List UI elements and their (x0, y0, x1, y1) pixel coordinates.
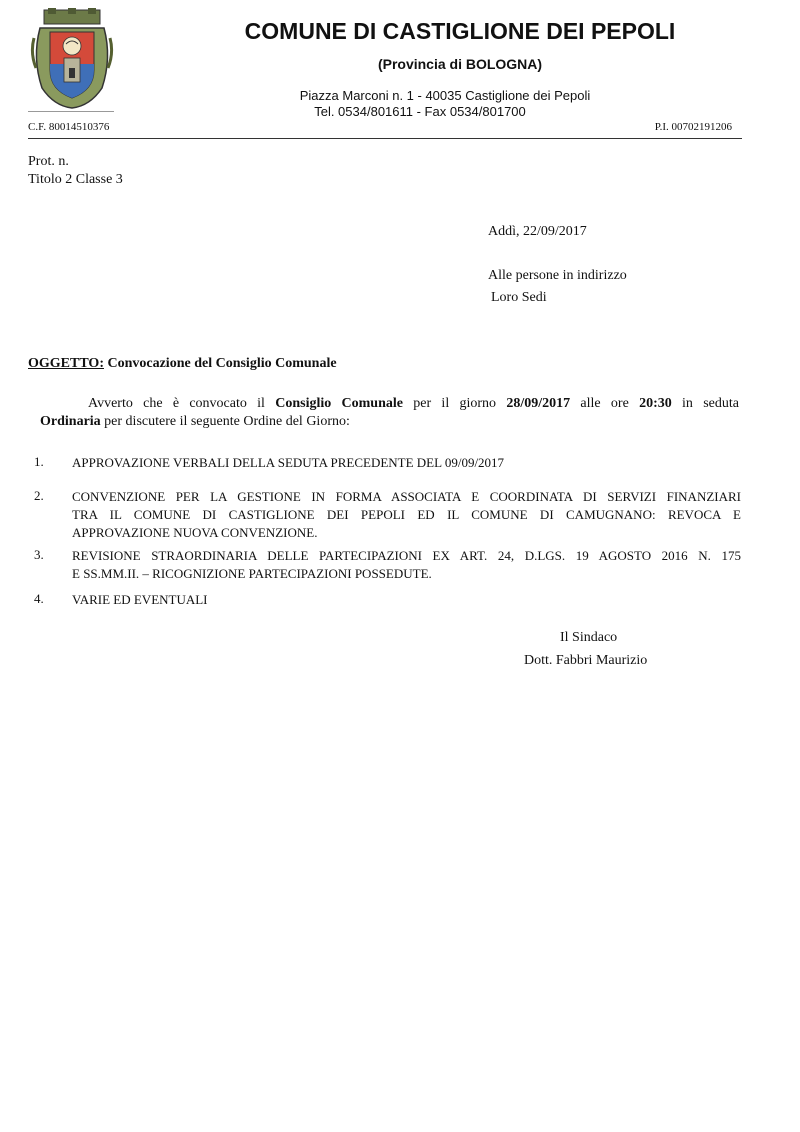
intro-text-5: per discutere il seguente Ordine del Giorno: (100, 414, 350, 429)
intro-text-1: Avverto che è convocato il (88, 396, 276, 411)
classification: Titolo 2 Classe 3 (28, 172, 123, 187)
protocol-number: Prot. n. (28, 154, 69, 169)
agenda-item-3-line-1: REVISIONE STRAORDINARIA DELLE PARTECIPAZIONI EX ART. 24, D.LGS. 19 AGOSTO 2016 N. 175 (72, 548, 741, 563)
intro-text-4: in seduta (671, 396, 739, 411)
agenda-item-2-line-2: TRA IL COMUNE DI CASTIGLIONE DEI PEPOLI ED IL COMUNE DI CAMUGNANO: REVOCA E (72, 507, 741, 522)
header-divider (28, 138, 742, 139)
agenda-item-4-text (72, 591, 741, 609)
intro-session-type: Ordinaria (40, 414, 101, 429)
agenda-item-2-text (72, 488, 741, 542)
agenda-item-3-line-2: E SS.MM.II. – RICOGNIZIONE PARTECIPAZIONI POSSEDUTE. (72, 566, 432, 581)
contacts-line: Tel. 0534/801611 - Fax 0534/801700 (314, 104, 526, 119)
intro-line-1 (28, 394, 739, 414)
signature-name: Dott. Fabbri Maurizio (524, 653, 648, 668)
municipality-title: COMUNE DI CASTIGLIONE DEI PEPOLI (244, 18, 676, 44)
recipient-line-2: Loro Sedi (491, 290, 547, 305)
province-subtitle: (Provincia di BOLOGNA) (377, 56, 543, 72)
agenda-item-4-line-1: VARIE ED EVENTUALI (72, 592, 208, 607)
intro-line-2 (40, 412, 751, 432)
document-date: Addì, 22/09/2017 (488, 224, 587, 239)
address-line: Piazza Marconi n. 1 - 40035 Castiglione dei Pepoli (299, 88, 591, 103)
agenda-item-3-text (72, 547, 741, 583)
intro-council: Consiglio Comunale (275, 396, 403, 411)
subject-label: OGGETTO: (28, 356, 104, 371)
agenda-item-3-number: 3. (34, 547, 44, 562)
agenda-item-4-number: 4. (34, 591, 44, 606)
agenda-item-2-number: 2. (34, 488, 44, 503)
recipient-line-1: Alle persone in indirizzo (488, 268, 627, 283)
tax-code: C.F. 80014510376 (28, 121, 110, 133)
agenda-item-1-number: 1. (34, 454, 44, 469)
agenda-item-1-line-1: APPROVAZIONE VERBALI DELLA SEDUTA PRECEDENTE DEL 09/09/2017 (72, 455, 505, 470)
agenda-item-1-text (72, 454, 741, 472)
intro-text-3: alle ore (570, 396, 640, 411)
signature-role: Il Sindaco (560, 630, 618, 645)
intro-time: 20:30 (639, 396, 672, 411)
coat-of-arms-icon (30, 8, 114, 112)
emblem-underline (28, 111, 114, 112)
intro-text-2: per il giorno (402, 396, 507, 411)
agenda-item-2-line-1: CONVENZIONE PER LA GESTIONE IN FORMA ASSOCIATA E COORDINATA DI SERVIZI FINANZIARI (72, 489, 741, 504)
subject-text: Convocazione del Consiglio Comunale (107, 356, 337, 371)
vat-number: P.I. 00702191206 (654, 121, 732, 133)
agenda-item-2-line-3: APPROVAZIONE NUOVA CONVENZIONE. (72, 525, 318, 540)
subject-line (28, 356, 337, 372)
intro-date: 28/09/2017 (506, 396, 571, 411)
